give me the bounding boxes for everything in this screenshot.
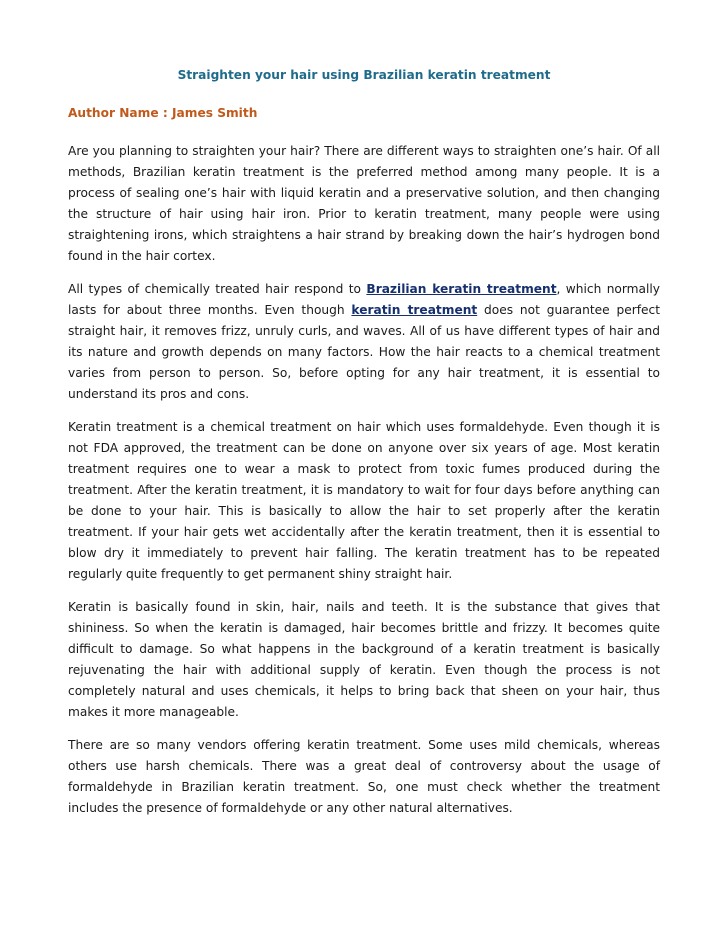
paragraph-3: Keratin treatment is a chemical treatment on hair which uses formaldehyde. Even though it is not FDA approved, the treatment can be done on anyone over six years of age. Most keratin treatment requires one to wear a mask to protect from toxic fumes produced during the treatment. After the keratin treatment, it is mandatory to wait for four days before anything can be done to your hair. This is basically to allow the hair to set properly after the keratin treatment. If your hair gets wet accidentally after the keratin treatment, then it is essential to blow dry it immediately to prevent hair falling. The keratin treatment has to be repeated regularly quite frequently to get permanent shiny straight hair. xyxy=(68,420,660,581)
paragraph-2-text-b: , which normally lasts for about three months. Even though xyxy=(68,282,660,317)
document-page xyxy=(68,67,660,831)
brazilian-keratin-treatment-link[interactable]: Brazilian keratin treatment xyxy=(366,282,557,296)
keratin-treatment-link[interactable]: keratin treatment xyxy=(351,303,478,317)
author-name: Author Name : James Smith xyxy=(68,106,258,120)
paragraph-2-text-c: does not guarantee perfect straight hair, it removes frizz, unruly curls, and waves. All of us have different types of hair and its nature and growth depends on many factors. How the hair reacts to a chemical treatment varies from person to person. So, before opting for any hair treatment, it is essential to understand its pros and cons. xyxy=(68,303,660,401)
paragraph-4: Keratin is basically found in skin, hair, nails and teeth. It is the substance that gives that shininess. So when the keratin is damaged, hair becomes brittle and frizzy. It becomes quite difficult to damage. So what happens in the background of a keratin treatment is basically rejuvenating the hair with additional supply of keratin. Even though the process is not completely natural and uses chemicals, it helps to bring back that sheen on your hair, thus makes it more manageable. xyxy=(68,600,660,719)
paragraph-5: There are so many vendors offering keratin treatment. Some uses mild chemicals, whereas others use harsh chemicals. There was a great deal of controversy about the usage of formaldehyde in Brazilian keratin treatment. So, one must check whether the treatment includes the presence of formaldehyde or any other natural alternatives. xyxy=(68,738,660,815)
paragraph-2-text-a: All types of chemically treated hair respond to xyxy=(68,282,367,296)
document-title: Straighten your hair using Brazilian keratin treatment xyxy=(177,68,551,82)
paragraph-1: Are you planning to straighten your hair? There are different ways to straighten one’s hair. Of all methods, Brazilian keratin treatment is the preferred method among many people. It is a process of sealing one’s hair with liquid keratin and a preservative solution, and then changing the structure of hair using hair iron. Prior to keratin treatment, many people were using straightening irons, which straightens a hair strand by breaking down the hair’s hydrogen bond found in the hair cortex. xyxy=(68,144,660,263)
paragraph-2 xyxy=(68,279,660,405)
